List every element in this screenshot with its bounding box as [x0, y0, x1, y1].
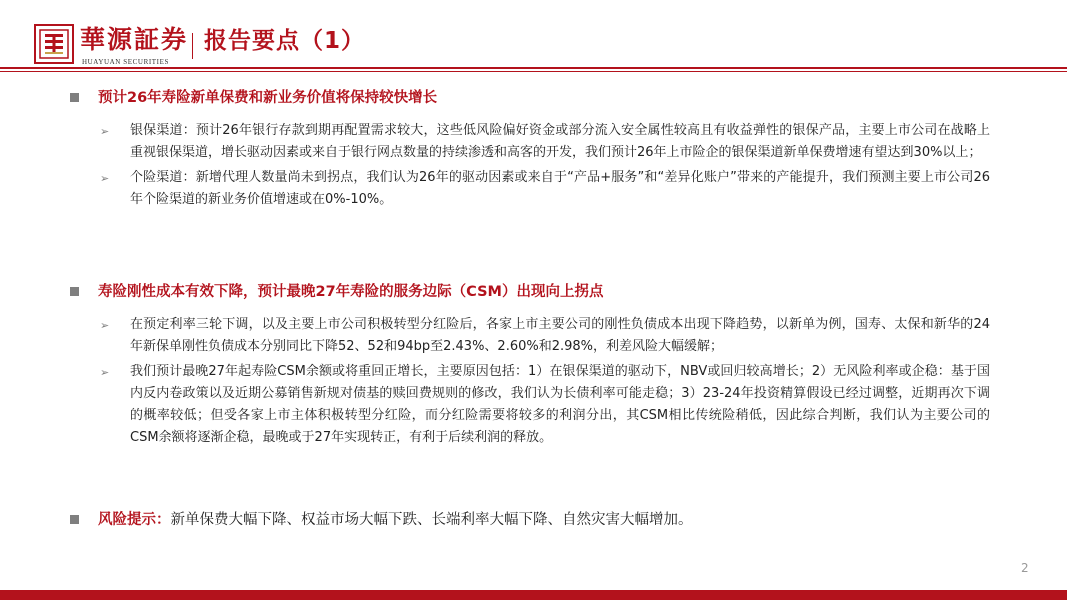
header-rule: [0, 67, 1067, 69]
list-item: [70, 167, 1010, 211]
footer-bar: [0, 590, 1067, 600]
list-item: [70, 314, 1010, 358]
section-csm: [70, 282, 1010, 449]
arrow-bullet-icon: ➢: [100, 366, 110, 379]
section-growth: [70, 88, 1010, 211]
bullet-text: 个险渠道：新增代理人数量尚未到拐点，我们认为26年的驱动因素或来自于“产品+服务”和“差异化账户”带来的产能提升，我们预测主要上市公司26年个险渠道的新业务价值增速或在0%-10%。: [130, 170, 990, 207]
arrow-bullet-icon: ➢: [100, 125, 110, 138]
bullet-text: 银保渠道：预计26年银行存款到期再配置需求较大，这些低风险偏好资金或部分流入安全属性较高且有收益弹性的银保产品，主要上市公司在战略上重视银保渠道，增长驱动因素或来自于银行网点数量的持续渗透和高客的开发，我们预计26年上市险企的银保渠道新单保费增速有望达到30%以上；: [130, 123, 990, 160]
logo-english-name: HUAYUAN SECURITIES: [82, 58, 169, 66]
section-heading: [70, 510, 1010, 532]
square-bullet-icon: [70, 515, 79, 524]
section-heading: [70, 88, 1010, 110]
page-title: 报告要点（1）: [204, 28, 366, 54]
square-bullet-icon: [70, 93, 79, 102]
title-divider: [192, 33, 193, 59]
bullet-text: 我们预计最晚27年起寿险CSM余额或将重回正增长，主要原因包括：1）在银保渠道的驱动下，NBV或回归较高增长；2）无风险利率或企稳：基于国内反内卷政策以及近期公募销售新规对债基的赎回费规则的修改，我们认为长债利率可能走稳；3）23-24年投资精算假设已经过调整，近期再次下调的概率较低；但受各家上市主体积极转型分红险，而分红险需要将较多的利润分出，其CSM相比传统险稍低，因此综合判断，我们认为主要公司的CSM余额将逐渐企稳，最晚或于27年实现转正，有利于后续利润的释放。: [130, 364, 990, 445]
risk-text: 新单保费大幅下降、权益市场大幅下跌、长端利率大幅下降、自然灾害大幅增加。: [170, 512, 693, 528]
arrow-bullet-icon: ➢: [100, 319, 110, 332]
list-item: [70, 120, 1010, 164]
page-number: 2: [1021, 561, 1029, 575]
section-risk: [70, 510, 1010, 532]
header-rule-thin: [0, 71, 1067, 72]
bullet-text: 在预定利率三轮下调，以及主要上市公司积极转型分红险后，各家上市主要公司的刚性负债成本出现下降趋势，以新单为例，国寿、太保和新华的24年新保单刚性负债成本分别同比下降52、52和94bp至2.43%、2.60%和2.98%，利差风险大幅缓解；: [130, 317, 990, 354]
list-item: [70, 361, 1010, 449]
section-title: [98, 510, 693, 530]
arrow-bullet-icon: ➢: [100, 172, 110, 185]
section-heading: [70, 282, 1010, 304]
risk-label: 风险提示：: [98, 512, 171, 528]
section-title: 预计26年寿险新单保费和新业务价值将保持较快增长: [98, 90, 438, 106]
square-bullet-icon: [70, 287, 79, 296]
logo-chinese-name: 華源証券: [80, 25, 189, 54]
section-title: 寿险刚性成本有效下降，预计最晚27年寿险的服务边际（CSM）出现向上拐点: [98, 284, 604, 300]
huayuan-logo-icon: [34, 24, 74, 64]
slide-header: [0, 0, 1067, 72]
